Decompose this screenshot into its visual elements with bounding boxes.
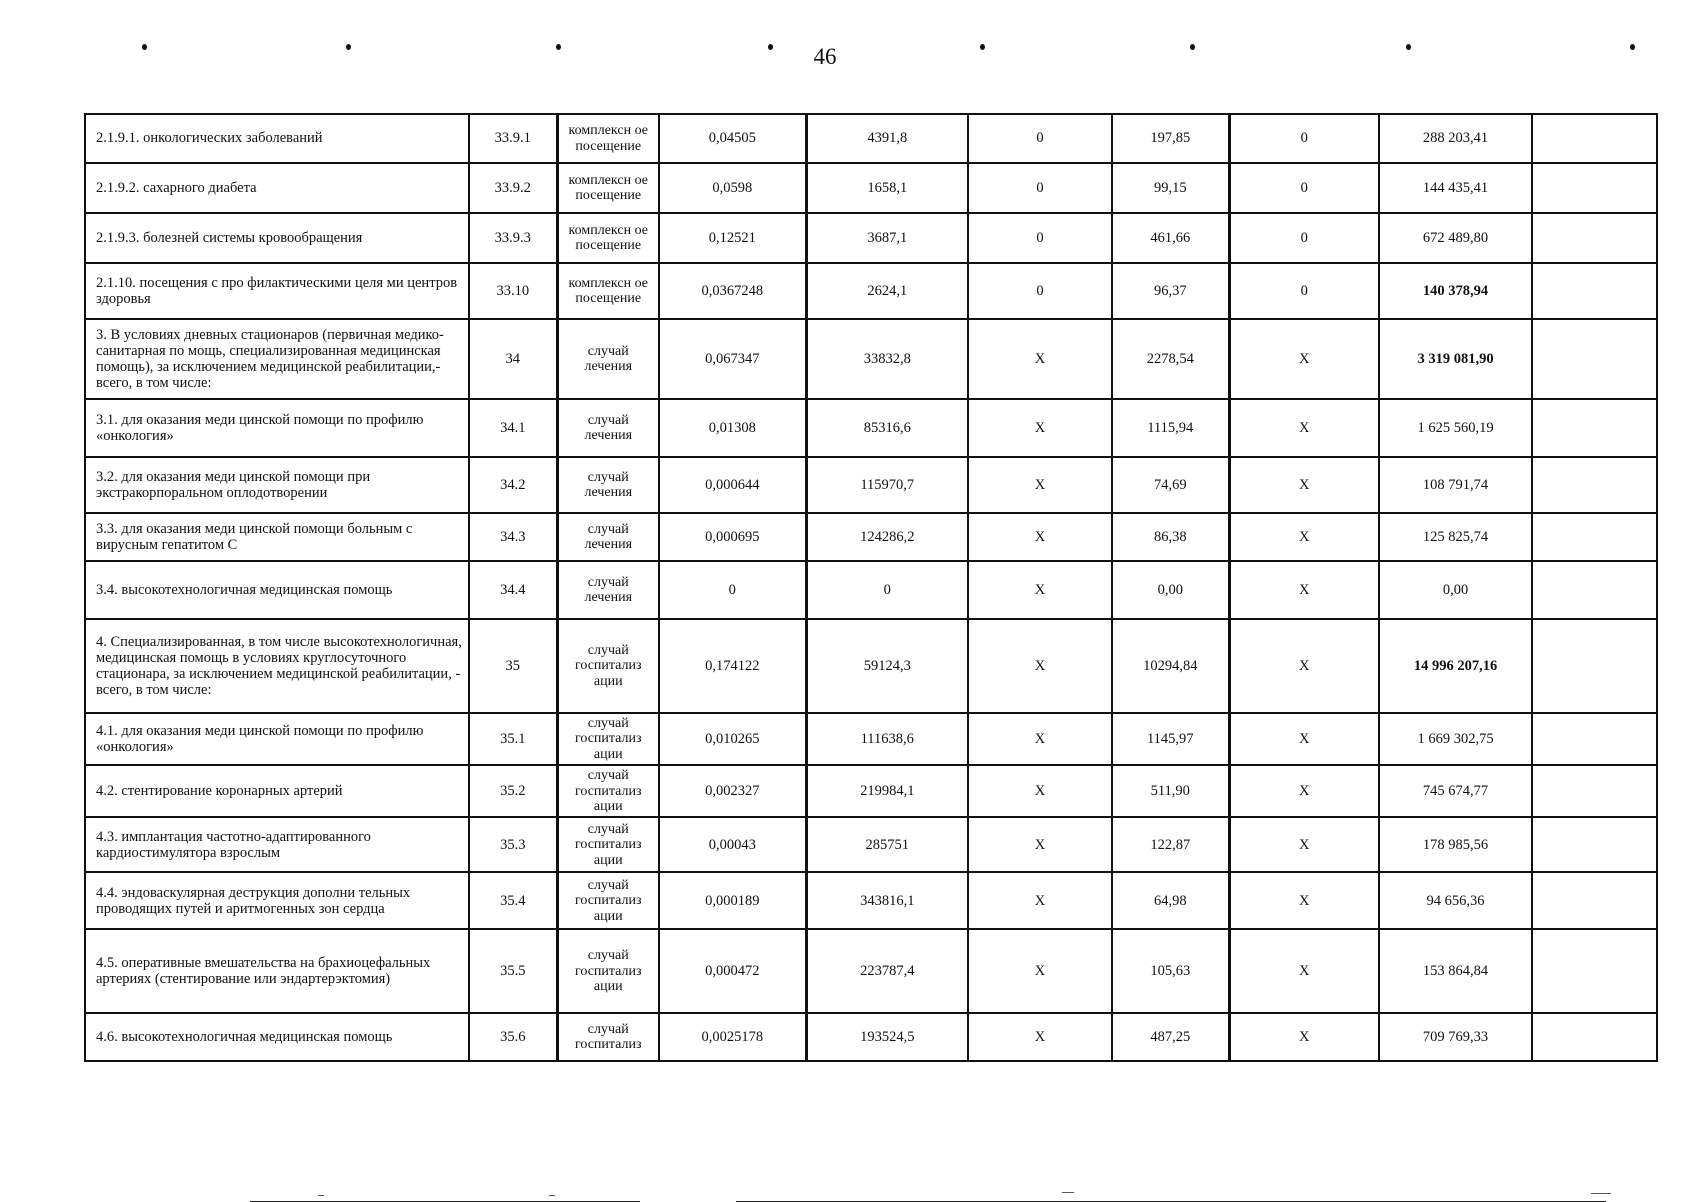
cell-empty (1532, 929, 1657, 1013)
cell-col6: 511,90 (1112, 765, 1229, 817)
cell-code: 35.4 (469, 872, 557, 929)
cell-empty (1532, 765, 1657, 817)
cell-col6: 122,87 (1112, 817, 1229, 872)
cell-volume: 0,010265 (659, 713, 806, 765)
cell-unit: случай госпитализ ации (557, 929, 659, 1013)
cell-cost: 193524,5 (806, 1013, 968, 1061)
cell-code: 35.1 (469, 713, 557, 765)
cell-cost: 3687,1 (806, 213, 968, 263)
cell-cost: 343816,1 (806, 872, 968, 929)
cell-empty (1532, 619, 1657, 713)
table-row (85, 319, 1657, 399)
cell-cost: 223787,4 (806, 929, 968, 1013)
cell-unit: комплексн ое посещение (557, 213, 659, 263)
cell-col7: X (1229, 713, 1379, 765)
cell-col6: 2278,54 (1112, 319, 1229, 399)
cell-col6: 1145,97 (1112, 713, 1229, 765)
cell-col5: X (968, 399, 1112, 457)
cell-col6: 74,69 (1112, 457, 1229, 513)
cell-total: 0,00 (1379, 561, 1532, 619)
table-row (85, 213, 1657, 263)
cell-col5: 0 (968, 114, 1112, 163)
cell-unit: случай лечения (557, 457, 659, 513)
cell-empty (1532, 1013, 1657, 1061)
cell-total: 709 769,33 (1379, 1013, 1532, 1061)
scan-dot (980, 44, 985, 50)
cell-empty (1532, 513, 1657, 561)
cell-total: 1 669 302,75 (1379, 713, 1532, 765)
cell-col5: X (968, 929, 1112, 1013)
cell-volume: 0,000644 (659, 457, 806, 513)
cell-name: 3. В условиях дневных стационаров (первичная медико-санитарная по мощь, специализированная медицинская помощь), за исключением медицинской реабилитации,- всего, в том числе: (85, 319, 469, 399)
cell-cost: 1658,1 (806, 163, 968, 213)
table-row (85, 513, 1657, 561)
cell-cost: 111638,6 (806, 713, 968, 765)
cell-col7: 0 (1229, 213, 1379, 263)
cell-code: 33.9.2 (469, 163, 557, 213)
cell-cost: 115970,7 (806, 457, 968, 513)
cell-col6: 96,37 (1112, 263, 1229, 319)
cell-col7: X (1229, 561, 1379, 619)
cell-total: 94 656,36 (1379, 872, 1532, 929)
cell-col7: X (1229, 619, 1379, 713)
cell-empty (1532, 817, 1657, 872)
cell-name: 3.4. высокотехнологичная медицинская помощь (85, 561, 469, 619)
cell-col7: X (1229, 817, 1379, 872)
cell-empty (1532, 872, 1657, 929)
cell-name: 2.1.9.2. сахарного диабета (85, 163, 469, 213)
cell-unit: случай госпитализ ации (557, 872, 659, 929)
cell-total: 144 435,41 (1379, 163, 1532, 213)
cell-col6: 0,00 (1112, 561, 1229, 619)
cell-name: 2.1.9.1. онкологических заболеваний (85, 114, 469, 163)
cell-volume: 0,002327 (659, 765, 806, 817)
cell-col7: X (1229, 872, 1379, 929)
cell-empty (1532, 319, 1657, 399)
cell-col5: X (968, 619, 1112, 713)
cell-cost: 2624,1 (806, 263, 968, 319)
cell-name: 4.2. стентирование коронарных артерий (85, 765, 469, 817)
cell-total: 3 319 081,90 (1379, 319, 1532, 399)
cell-unit: случай госпитализ ации (557, 713, 659, 765)
scan-dot (556, 44, 561, 50)
cell-unit: случай госпитализ ации (557, 817, 659, 872)
cell-total: 153 864,84 (1379, 929, 1532, 1013)
cell-empty (1532, 561, 1657, 619)
cell-total: 14 996 207,16 (1379, 619, 1532, 713)
cell-col6: 197,85 (1112, 114, 1229, 163)
cell-col7: 0 (1229, 163, 1379, 213)
cell-name: 3.3. для оказания меди цинской помощи больным с вирусным гепатитом С (85, 513, 469, 561)
table-row (85, 872, 1657, 929)
table-row (85, 263, 1657, 319)
cell-name: 4. Специализированная, в том числе высокотехнологичная, медицинская помощь в условиях круглосуточного стационара, за исключением медицинской реабилитации, - всего, в том числе: (85, 619, 469, 713)
footer-mark (318, 1195, 324, 1196)
cell-cost: 85316,6 (806, 399, 968, 457)
cell-code: 35.5 (469, 929, 557, 1013)
cell-col5: X (968, 319, 1112, 399)
cell-col7: X (1229, 399, 1379, 457)
cell-empty (1532, 114, 1657, 163)
cell-name: 3.2. для оказания меди цинской помощи при экстракорпоральном оплодотворении (85, 457, 469, 513)
cell-total: 672 489,80 (1379, 213, 1532, 263)
cell-code: 34.1 (469, 399, 557, 457)
cell-empty (1532, 713, 1657, 765)
cell-empty (1532, 457, 1657, 513)
cell-volume: 0,067347 (659, 319, 806, 399)
cell-col6: 1115,94 (1112, 399, 1229, 457)
cell-unit: комплексн ое посещение (557, 263, 659, 319)
table-row (85, 163, 1657, 213)
table-body (85, 114, 1657, 1061)
cell-col5: X (968, 765, 1112, 817)
cell-code: 34.4 (469, 561, 557, 619)
cell-unit: случай лечения (557, 513, 659, 561)
scan-dot (1190, 44, 1195, 50)
cell-code: 33.9.3 (469, 213, 557, 263)
cell-name: 2.1.10. посещения с про филактическими целя ми центров здоровья (85, 263, 469, 319)
cell-cost: 0 (806, 561, 968, 619)
cell-name: 4.4. эндоваскулярная деструкция дополни тельных проводящих путей и аритмогенных зон сердца (85, 872, 469, 929)
cell-code: 34.2 (469, 457, 557, 513)
cell-unit: случай лечения (557, 319, 659, 399)
cell-col7: X (1229, 929, 1379, 1013)
table-row (85, 561, 1657, 619)
cell-col5: 0 (968, 263, 1112, 319)
cell-col5: X (968, 457, 1112, 513)
cell-empty (1532, 213, 1657, 263)
cell-code: 35.3 (469, 817, 557, 872)
cell-col5: X (968, 872, 1112, 929)
cell-code: 35.2 (469, 765, 557, 817)
cell-col5: 0 (968, 213, 1112, 263)
cell-col6: 10294,84 (1112, 619, 1229, 713)
cell-volume: 0,01308 (659, 399, 806, 457)
cell-empty (1532, 399, 1657, 457)
cell-col7: 0 (1229, 263, 1379, 319)
cell-code: 35.6 (469, 1013, 557, 1061)
cell-volume: 0,0025178 (659, 1013, 806, 1061)
cell-col6: 86,38 (1112, 513, 1229, 561)
cell-code: 33.10 (469, 263, 557, 319)
cell-empty (1532, 163, 1657, 213)
cell-col6: 461,66 (1112, 213, 1229, 263)
scan-dot (1406, 44, 1411, 50)
cell-unit: случай госпитализ ации (557, 619, 659, 713)
cell-col7: X (1229, 1013, 1379, 1061)
cell-name: 2.1.9.3. болезней системы кровообращения (85, 213, 469, 263)
cell-col5: X (968, 817, 1112, 872)
cell-total: 1 625 560,19 (1379, 399, 1532, 457)
table-row (85, 619, 1657, 713)
footer-mark (1062, 1192, 1074, 1193)
footer-mark (1591, 1193, 1611, 1194)
cell-col7: X (1229, 319, 1379, 399)
cell-col7: X (1229, 457, 1379, 513)
cell-volume: 0,0367248 (659, 263, 806, 319)
cell-name: 3.1. для оказания меди цинской помощи по профилю «онкология» (85, 399, 469, 457)
footer-mark (549, 1195, 555, 1196)
cell-code: 34.3 (469, 513, 557, 561)
cell-volume: 0,0598 (659, 163, 806, 213)
cell-volume: 0,000189 (659, 872, 806, 929)
cell-volume: 0,12521 (659, 213, 806, 263)
table-row (85, 399, 1657, 457)
scan-dot (1630, 44, 1635, 50)
cell-col6: 487,25 (1112, 1013, 1229, 1061)
page-number: 46 (813, 44, 837, 69)
cell-volume: 0,04505 (659, 114, 806, 163)
cell-empty (1532, 263, 1657, 319)
medical-care-table (84, 113, 1658, 1062)
cell-cost: 124286,2 (806, 513, 968, 561)
cell-cost: 4391,8 (806, 114, 968, 163)
cell-total: 178 985,56 (1379, 817, 1532, 872)
table-row (85, 114, 1657, 163)
cell-volume: 0,000695 (659, 513, 806, 561)
cell-col7: X (1229, 765, 1379, 817)
cell-name: 4.5. оперативные вмешательства на брахиоцефальных артериях (стентирование или эндартерэктомия) (85, 929, 469, 1013)
cell-unit: случай госпитализ (557, 1013, 659, 1061)
cell-col7: X (1229, 513, 1379, 561)
cell-volume: 0,000472 (659, 929, 806, 1013)
cell-col7: 0 (1229, 114, 1379, 163)
cell-col5: X (968, 561, 1112, 619)
cell-total: 140 378,94 (1379, 263, 1532, 319)
cell-volume: 0,00043 (659, 817, 806, 872)
scan-dot (768, 44, 773, 50)
cell-unit: случай лечения (557, 399, 659, 457)
cell-name: 4.6. высокотехнологичная медицинская помощь (85, 1013, 469, 1061)
cell-col5: 0 (968, 163, 1112, 213)
cell-code: 35 (469, 619, 557, 713)
cell-cost: 219984,1 (806, 765, 968, 817)
cell-unit: комплексн ое посещение (557, 114, 659, 163)
scan-dot (346, 44, 351, 50)
cell-col5: X (968, 713, 1112, 765)
table-row (85, 765, 1657, 817)
cell-cost: 285751 (806, 817, 968, 872)
cell-volume: 0,174122 (659, 619, 806, 713)
table-row (85, 929, 1657, 1013)
table-row (85, 1013, 1657, 1061)
table-row (85, 817, 1657, 872)
scan-dot (142, 44, 147, 50)
cell-total: 108 791,74 (1379, 457, 1532, 513)
cell-total: 125 825,74 (1379, 513, 1532, 561)
cell-col5: X (968, 1013, 1112, 1061)
cell-col6: 105,63 (1112, 929, 1229, 1013)
cell-unit: случай лечения (557, 561, 659, 619)
cell-total: 288 203,41 (1379, 114, 1532, 163)
cell-code: 33.9.1 (469, 114, 557, 163)
table-row (85, 457, 1657, 513)
cell-name: 4.3. имплантация частотно-адаптированного кардиостимулятора взрослым (85, 817, 469, 872)
cell-total: 745 674,77 (1379, 765, 1532, 817)
cell-unit: комплексн ое посещение (557, 163, 659, 213)
cell-code: 34 (469, 319, 557, 399)
cell-unit: случай госпитализ ации (557, 765, 659, 817)
cell-col6: 64,98 (1112, 872, 1229, 929)
cell-volume: 0 (659, 561, 806, 619)
cell-col6: 99,15 (1112, 163, 1229, 213)
cell-cost: 59124,3 (806, 619, 968, 713)
cell-col5: X (968, 513, 1112, 561)
table-row (85, 713, 1657, 765)
cell-cost: 33832,8 (806, 319, 968, 399)
cell-name: 4.1. для оказания меди цинской помощи по профилю «онкология» (85, 713, 469, 765)
